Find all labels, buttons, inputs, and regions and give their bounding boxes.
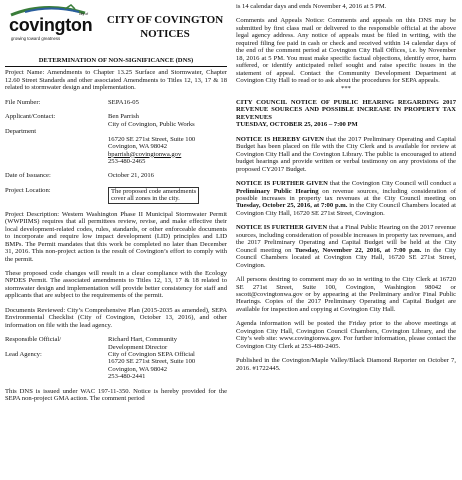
dns-heading: DETERMINATION OF NON-SIGNIFICANCE (DNS): [38, 57, 194, 64]
applicant-phone: 253-480-2465: [108, 157, 146, 165]
preliminary-hearing-label: Preliminary Public Hearing: [236, 187, 319, 195]
issuance-row: [5, 172, 227, 179]
final-hearing-date: Tuesday, November 22, 2016, at 7:00 p.m.: [294, 246, 422, 254]
documents-reviewed: Documents Reviewed: City’s Comprehensive Plan (2015-2035 as amended), SEPA Environmental Checklist (City of Covington, October 13, 2016), and other information on file with the lead agency.: [5, 306, 227, 329]
notice-body-2c: on revenue sources, including consideration of possible increases in property tax revenues at the City Council meeting on: [236, 187, 456, 202]
section-separator: ***: [341, 84, 351, 92]
logo-tagline: growing toward greatness: [11, 36, 61, 41]
applicant-name: Ben Parrish: [108, 113, 139, 121]
location-label: Project Location:: [5, 186, 51, 194]
applicant-org: City of Covington, Public Works: [108, 120, 195, 128]
responsible-name: Richard Hart, Community: [108, 336, 178, 344]
notice-paragraph-3: [236, 224, 456, 269]
file-number-value: SEPA16-05: [108, 98, 139, 106]
applicant-address-1: 16720 SE 271st Street, Suite 100: [108, 135, 196, 143]
divider: [5, 66, 227, 67]
page-title: [103, 13, 227, 41]
hearing-heading: CITY COUNCIL NOTICE OF PUBLIC HEARING REGARDING 2017 REVENUE SOURCES AND POSSIBLE INCREASE IN PROPERTY TAX REVENUES: [236, 98, 456, 121]
right-column: [236, 3, 456, 372]
responsible-label: Responsible Official/: [5, 336, 62, 344]
notice-lead-2: NOTICE IS FURTHER GIVEN: [236, 180, 328, 188]
project-description: Project Description: Western Washington Phase II Municipal Stormwater Permit (WWPIIMS) requires that all permittees review, revise, and make effective their local development-related codes, rules, standards, or other enforceable documents to incorporate and require low impact development (LID) principles and LID BMPs. The Permit mandates that this work be completed no later than December 31, 2016. This non-project action is the result of Covington’s effort to comply with the permit.: [5, 210, 227, 263]
issuance-label: Date of Issuance:: [5, 172, 51, 180]
logo-city-of: city of: [79, 12, 89, 16]
file-number-label: File Number:: [5, 98, 41, 106]
applicant-label: Applicant/Contact:: [5, 113, 56, 121]
project-name: Project Name: Amendments to Chapter 13.25 Surface and Stormwater, Chapter 12.60 Street Standards and other associated Amendments to Titles 12, 13, 17 & 18 related to stormwater design and implementation.: [5, 69, 227, 92]
location-box: [108, 187, 199, 204]
notice-body-2e: in the City Council Chambers located at Covington City Hall, 16720 SE 271st Street, Covington.: [236, 202, 457, 217]
notice-lead-3: NOTICE IS FURTHER GIVEN: [236, 224, 328, 232]
file-number-row: [5, 99, 227, 106]
responsible-address-2: Covington, WA 98042: [108, 365, 168, 373]
notice-paragraph-2: [236, 180, 456, 217]
responsible-org: City of Covington SEPA Official: [108, 351, 195, 359]
location-row: [5, 187, 227, 204]
responsible-title: Development Director: [108, 343, 168, 351]
applicant-email-link[interactable]: bparrish@covingtonwa.gov: [108, 150, 182, 158]
notice-body-1: that the 2017 Preliminary Operating and Capital Budget has been placed on file with the City Clerk and is available for review at Covington City Hall and the Covington Library. The public is encouraged to attend budget hearings and provide written or verbal testimony on any provisions of the proposed CY2017 Budget.: [236, 135, 456, 173]
comment-instructions: All persons desiring to comment may do so in writing to the City Clerk at 16720 SE 271st Street, Suite 100, Covington, Washington 98042 or sscott@covingtonwa.gov or by appearing at the Preliminary and/or Final Public Hearings. Copies of the 2017 Preliminary Operating and Capital Budget are available for inspection and copying at Covington City Hall.: [236, 276, 456, 313]
notice-body-3c: in the City Council Chambers located at Covington City Hall, 16720 SE 271st Street, Covington.: [236, 246, 456, 269]
left-column: [5, 3, 227, 403]
agenda-information: Agenda information will be posted the Friday prior to the above meetings at Covington City Hall, Covington Council Chambers, Covington Library, and the City’s web site: www.covingtonwa.gov. For further information, please contact the Covington City Clerk at 253-480-2405.: [236, 320, 456, 350]
proposed-changes: These proposed code changes will result in a clear compliance with the Ecology NPDES Permit. The associated amendments to Titles 12, 13, 17 & 18 related to stormwater design and implementation will provide better consistency for staff and applicants that are subject to the requirements of the permit.: [5, 269, 227, 300]
applicant-address-2: Covington, WA 98042: [108, 143, 168, 151]
notice-body-2a: that the Covington City Council will conduct a: [327, 180, 456, 188]
comment-period-end: is 14 calendar days and ends November 4, 2016 at 5 PM.: [236, 3, 387, 10]
covington-logo: [5, 3, 97, 51]
department-label: Department: [5, 128, 37, 136]
notice-lead-1: NOTICE IS HEREBY GIVEN: [236, 135, 324, 143]
title-line-1: CITY OF COVINGTON: [106, 14, 224, 26]
responsible-address-1: 16720 SE 271st Street, Suite 100: [108, 358, 196, 366]
issuance-date: October 21, 2016: [108, 172, 154, 180]
responsible-official-row: [5, 336, 227, 381]
responsible-phone: 253-480-2441: [108, 373, 146, 381]
hearing-date: TUESDAY, OCTOBER 25, 2016 – 7:00 PM: [236, 121, 358, 129]
lead-agency-label: Lead Agency:: [5, 351, 42, 359]
notice-header: [5, 3, 227, 57]
title-line-2: NOTICES: [140, 28, 190, 40]
publication-note: Published in the Covington/Maple Valley/Black Diamond Reporter on October 7, 2016. #1722445.: [236, 357, 456, 372]
preliminary-hearing-date: Tuesday, October 25, 2016, at 7:00 p.m.: [236, 202, 348, 210]
location-line-2: cover all zones in the city.: [111, 195, 180, 203]
appeals-notice: Comments and Appeals Notice: Comments and appeals on this DNS may be submitted by first class mail or delivered to the responsible official at the above legal agency address. Any notice of appeals must be filed in writing, with the required filing fee paid in cash or check and received within 14 calendar days of the end of the comment period at Covington City Hall Offices, i.e. by November 18, 2016 at 5 PM. You must make specific factual objections, identify error, harm suffered, or identify anticipated relief sought and raise specific issues in the statement of appeal. Contact the Community Development Department at Covington City Hall to read or to ask about the procedures for SEPA appeals.: [236, 17, 456, 85]
dns-issued-text: This DNS is issued under WAC 197-11-350. Notice is hereby provided for the SEPA non-project GMA action. The comment period: [5, 387, 227, 403]
applicant-row: [5, 113, 227, 165]
logo-wordmark: covington: [9, 15, 93, 35]
location-line-1: The proposed code amendments: [111, 187, 197, 195]
notice-body-3a: that a Final Public Hearing on the 2017 revenue sources, including consideration of possible increases in property tax revenues, and the 2017 Preliminary Operating and Capital Budget will be held at the City Council meeting on: [236, 224, 456, 254]
notice-paragraph-1: [236, 136, 456, 173]
